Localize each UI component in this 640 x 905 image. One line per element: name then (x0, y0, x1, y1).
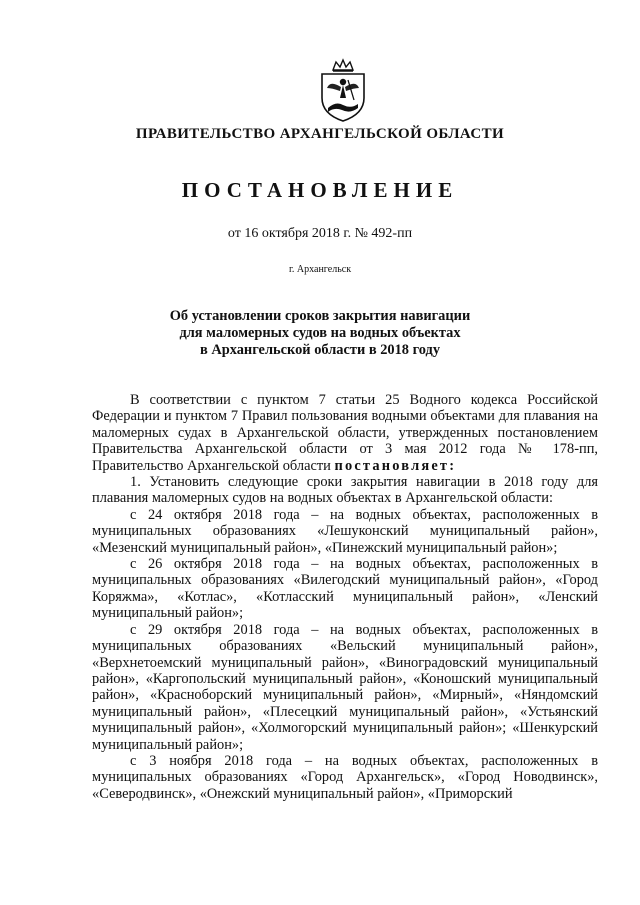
document-subject (100, 308, 540, 359)
oct29-paragraph: с 29 октября 2018 года – на водных объектах, расположенных в муниципальных образованиях «Вельский муниципальный район», «Верхнетоемский муниципальный район», «Виноградовский муниципальный район», «Каргопольский муниципальный район», «Коношский муниципальный район», «Красноборский муниципальный район», «Мирный», «Няндомский муниципальный район», «Плесецкий муниципальный район», «Устьянский муниципальный район», «Холмогорский муниципальный район»; «Шенкурский муниципальный район»; (92, 621, 598, 753)
subject-line: для маломерных судов на водных объектах (179, 325, 461, 341)
subject-line: Об установлении сроков закрытия навигации (169, 308, 471, 324)
document-type-heading: ПОСТАНОВЛЕНИЕ (181, 178, 459, 202)
intro-paragraph (92, 392, 598, 474)
decree-word: постановляет: (334, 457, 457, 474)
document-body (92, 392, 598, 802)
document-city: г. Архангельск (288, 264, 352, 275)
intro-text: В соответствии с пунктом 7 статьи 25 Водного кодекса Российской Федерации и пунктом 7 Правил пользования водными объектами для плавания на маломерных судах в Архангельской области, утвержденных постановлением Правительства Архангельской области от 3 мая 2012 года № 178-пп, Правительство Архангельской области (92, 392, 598, 474)
subject-line: в Архангельской области в 2018 году (199, 342, 441, 358)
government-name: ПРАВИТЕЛЬСТВО АРХАНГЕЛЬСКОЙ ОБЛАСТИ (135, 126, 505, 142)
nov3-paragraph: с 3 ноября 2018 года – на водных объектах, расположенных в муниципальных образованиях «Город Архангельск», «Город Новодвинск», «Северодвинск», «Онежский муниципальный район», «Приморский (92, 752, 598, 802)
oct26-paragraph: с 26 октября 2018 года – на водных объектах, расположенных в муниципальных образованиях «Вилегодский муниципальный район», «Город Коряжма», «Котлас», «Котласский муниципальный район», «Ленский муниципальный район»; (92, 556, 598, 622)
item-1-paragraph: 1. Установить следующие сроки закрытия навигации в 2018 году для плавания маломерных судов на водных объектах в Архангельской области: (92, 474, 598, 507)
coat-of-arms-icon (314, 58, 372, 124)
oct24-paragraph: с 24 октября 2018 года – на водных объектах, расположенных в муниципальных образованиях «Лешуконский муниципальный район», «Мезенский муниципальный район», «Пинежский муниципальный район»; (92, 506, 598, 556)
document-date-number: от 16 октября 2018 г. № 492-пп (227, 226, 413, 241)
